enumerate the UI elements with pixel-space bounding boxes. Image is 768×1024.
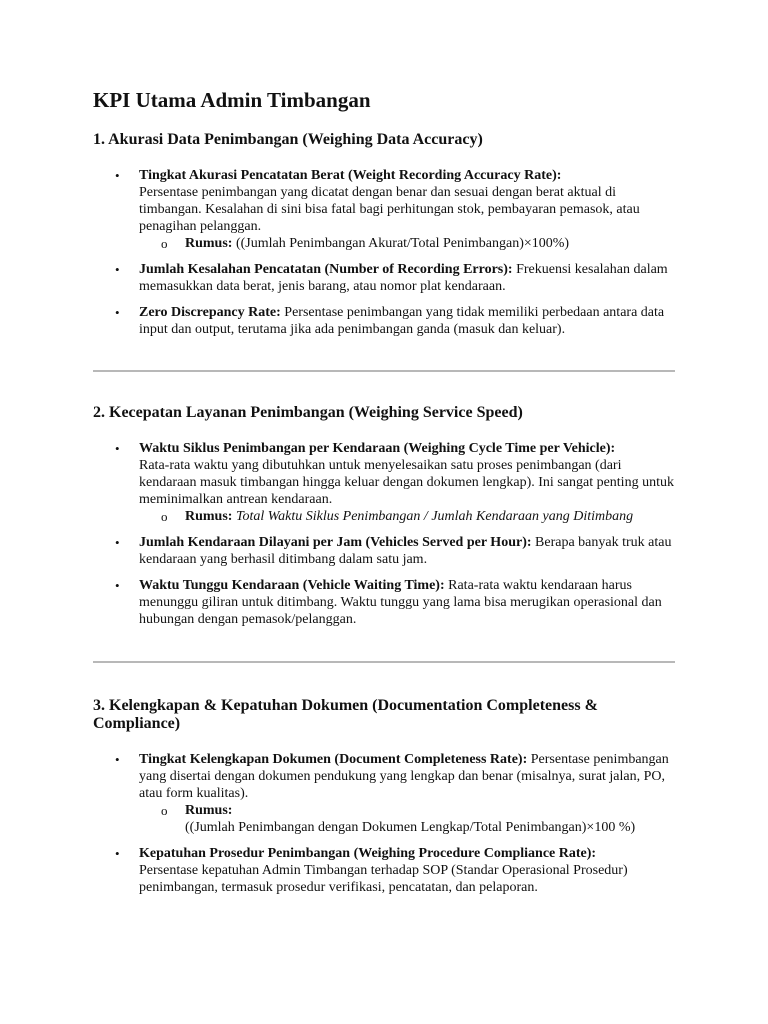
formula-text: ((Jumlah Penimbangan dengan Dokumen Lengkap/Total Penimbangan)×100 %) [185,820,636,835]
section-heading: 1. Akurasi Data Penimbangan (Weighing Data Accuracy) [93,131,483,148]
kpi-label: Jumlah Kesalahan Pencatatan (Number of Recording Errors): [139,262,513,277]
section-speed [93,404,675,628]
kpi-label: Tingkat Akurasi Pencatatan Berat (Weight Recording Accuracy Rate): [139,168,562,183]
formula-item [139,802,675,836]
formula-list [139,802,675,836]
kpi-item [93,261,675,295]
kpi-description: Frekuensi kesalahan dalam memasukkan data berat, jenis barang, atau nomor plat kendaraan. [139,262,668,294]
kpi-description: Berapa banyak truk atau kendaraan yang berhasil ditimbang dalam satu jam. [139,535,672,567]
kpi-item [93,845,675,896]
kpi-description: Rata-rata waktu kendaraan harus menunggu giliran untuk ditimbang. Waktu tunggu yang lama bisa merugikan operasional dan hubungan dengan pemasok/pelanggan. [139,578,662,627]
kpi-item [93,751,675,836]
kpi-item [93,440,675,525]
section-divider [93,661,675,663]
formula-label: Rumus: [185,803,233,818]
kpi-label: Jumlah Kendaraan Dilayani per Jam (Vehicles Served per Hour): [139,535,532,550]
kpi-item [93,304,675,338]
page-title: KPI Utama Admin Timbangan [93,88,371,112]
kpi-list [93,167,675,338]
kpi-description: Persentase penimbangan yang disertai dengan dokumen pendukung yang lengkap dan benar (misalnya, surat jalan, PO, atau form kualitas). [139,752,669,801]
kpi-label: Tingkat Kelengkapan Dokumen (Document Completeness Rate): [139,752,528,767]
kpi-description: Persentase penimbangan yang dicatat dengan benar dan sesuai dengan berat aktual di timbangan. Kesalahan di sini bisa fatal bagi perhitungan stok, pembayaran pemasok, atau penagihan pelanggan. [139,185,640,234]
kpi-item [93,534,675,568]
kpi-label: Zero Discrepancy Rate: [139,305,281,320]
formula-label: Rumus: [185,236,233,251]
kpi-description: Persentase kepatuhan Admin Timbangan terhadap SOP (Standar Operasional Prosedur) penimbangan, termasuk prosedur verifikasi, pencatatan, dan pelaporan. [139,863,628,895]
formula-text: Total Waktu Siklus Penimbangan / Jumlah Kendaraan yang Ditimbang [235,509,634,524]
kpi-list [93,751,675,896]
section-accuracy [93,131,675,338]
kpi-description: Rata-rata waktu yang dibutuhkan untuk menyelesaikan satu proses penimbangan (dari kendaraan masuk timbangan hingga keluar dengan dokumen lengkap). Ini sangat penting untuk meminimalkan antrean kendaraan. [139,458,674,507]
kpi-label: Waktu Tunggu Kendaraan (Vehicle Waiting Time): [139,578,445,593]
section-documentation [93,697,675,896]
formula-text: ((Jumlah Penimbangan Akurat/Total Penimbangan)×100%) [235,236,570,251]
formula-list [139,235,675,252]
kpi-label: Kepatuhan Prosedur Penimbangan (Weighing Procedure Compliance Rate): [139,846,597,861]
kpi-description: Persentase penimbangan yang tidak memiliki perbedaan antara data input dan output, terutama jika ada penimbangan ganda (masuk dan keluar). [139,305,665,337]
kpi-list [93,440,675,628]
formula-label: Rumus: [185,509,233,524]
formula-item [139,508,675,525]
kpi-item [93,577,675,628]
section-heading: 3. Kelengkapan & Kepatuhan Dokumen (Documentation Completeness & Compliance) [93,697,598,732]
formula-list [139,508,675,525]
kpi-label: Waktu Siklus Penimbangan per Kendaraan (Weighing Cycle Time per Vehicle): [139,441,616,456]
kpi-item [93,167,675,252]
section-divider [93,370,675,372]
section-heading: 2. Kecepatan Layanan Penimbangan (Weighing Service Speed) [93,404,523,421]
formula-item [139,235,675,252]
